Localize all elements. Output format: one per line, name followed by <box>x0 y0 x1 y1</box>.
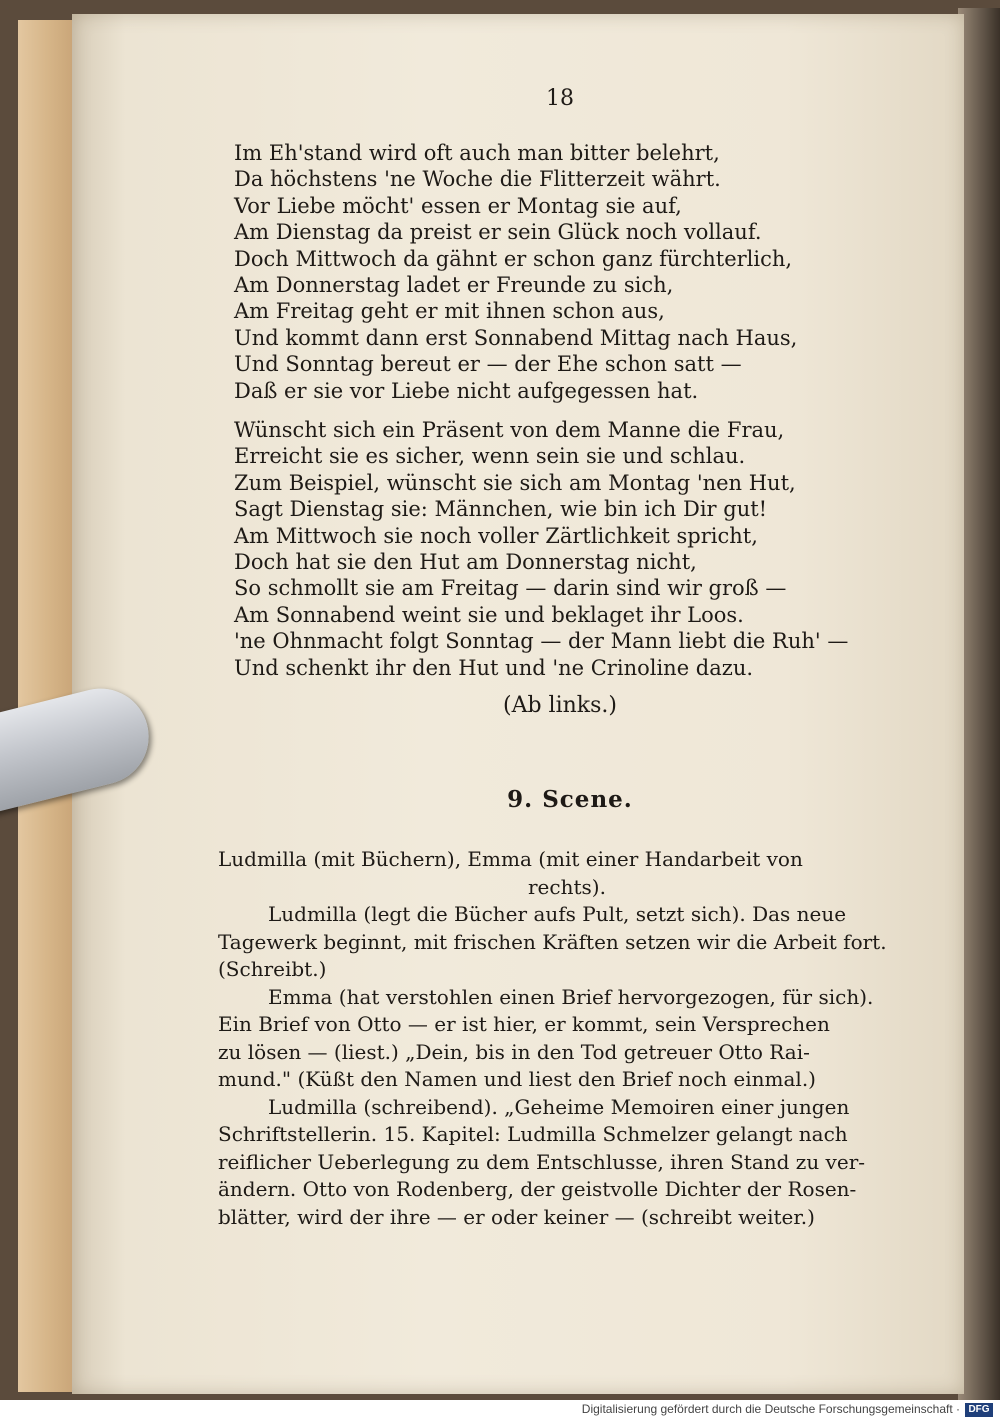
prose-line: reiflicher Ueberlegung zu dem Entschlusse, ihren Stand zu ver- <box>218 1149 866 1174</box>
prose-line: blätter, wird der ihre — er oder keiner — (schreibt weiter.) <box>218 1204 815 1229</box>
prose-line: Emma (hat verstohlen einen Brief hervorgezogen, für sich). <box>268 984 874 1009</box>
verse-stanza-1 <box>234 140 834 404</box>
verse-line: Am Freitag geht er mit ihnen schon aus, <box>234 299 665 324</box>
verse-line: Am Donnerstag ladet er Freunde zu sich, <box>234 272 674 297</box>
verse-line: Da höchstens 'ne Woche die Flitterzeit währt. <box>234 167 721 192</box>
verse-line: Vor Liebe möcht' essen er Montag sie auf, <box>234 193 682 218</box>
verse-line: Und Sonntag bereut er — der Ehe schon satt — <box>234 352 742 377</box>
prose-line: mund." (Küßt den Namen und liest den Brief noch einmal.) <box>218 1067 816 1091</box>
book-edge-right <box>958 8 1000 1400</box>
prose-line: Ein Brief von Otto — er ist hier, er kommt, sein Versprechen <box>218 1012 830 1036</box>
verse-line: Und kommt dann erst Sonnabend Mittag nach Haus, <box>234 325 798 350</box>
stage-direction: (Ab links.) <box>503 693 617 718</box>
prose-line: (Schreibt.) <box>218 957 327 981</box>
verse-line: Sagt Dienstag sie: Männchen, wie bin ich Dir gut! <box>234 497 768 522</box>
prose-line: zu lösen — (liest.) „Dein, bis in den Tod getreuer Otto Rai- <box>218 1039 810 1064</box>
verse-line: So schmollt sie am Freitag — darin sind wir groß — <box>234 576 787 601</box>
prose-line: Ludmilla (schreibend). „Geheime Memoiren einer jungen <box>268 1094 850 1119</box>
prose-line: Tagewerk beginnt, mit frischen Kräften setzen wir die Arbeit fort. <box>218 929 887 954</box>
verse-line: Doch Mittwoch da gähnt er schon ganz fürchterlich, <box>234 246 793 271</box>
prose-line: ändern. Otto von Rodenberg, der geistvolle Dichter der Rosen- <box>218 1177 857 1201</box>
verse-line: Daß er sie vor Liebe nicht aufgegessen hat. <box>234 378 699 403</box>
verse-line: Und schenkt ihr den Hut und 'ne Crinoline dazu. <box>234 655 754 680</box>
page-number: 18 <box>546 86 574 111</box>
prose-line: Ludmilla (legt die Bücher aufs Pult, setzt sich). Das neue <box>268 902 847 926</box>
verse-stanza-2 <box>234 417 849 681</box>
verse-line: Doch hat sie den Hut am Donnerstag nicht, <box>234 549 697 574</box>
prose-line: Ludmilla (mit Büchern), Emma (mit einer Handarbeit von <box>218 847 803 871</box>
verse-line: Am Sonnabend weint sie und beklaget ihr Loos. <box>234 602 744 627</box>
verse-line: Am Dienstag da preist er sein Glück noch vollauf. <box>234 220 762 245</box>
verse-line: Am Mittwoch sie noch voller Zärtlichkeit spricht, <box>234 523 758 548</box>
footer-credit: Digitalisierung gefördert durch die Deutsche Forschungsgemeinschaft · <box>581 1402 960 1416</box>
prose-line: rechts). <box>528 874 606 899</box>
verse-line: 'ne Ohnmacht folgt Sonntag — der Mann liebt die Ruh' — <box>234 629 849 654</box>
verse-line: Wünscht sich ein Präsent von dem Manne die Frau, <box>234 418 785 442</box>
prose-line: Schriftstellerin. 15. Kapitel: Ludmilla Schmelzer gelangt nach <box>218 1122 848 1146</box>
scene-prose <box>218 846 928 1231</box>
verse-line: Zum Beispiel, wünscht sie sich am Montag 'nen Hut, <box>234 470 796 495</box>
scene-heading: 9. Scene. <box>507 786 633 813</box>
verse-line: Erreicht sie es sicher, wenn sein sie und schlau. <box>234 444 746 469</box>
dfg-logo-icon: DFG <box>965 1403 993 1417</box>
verse-line: Im Eh'stand wird oft auch man bitter belehrt, <box>234 141 720 165</box>
